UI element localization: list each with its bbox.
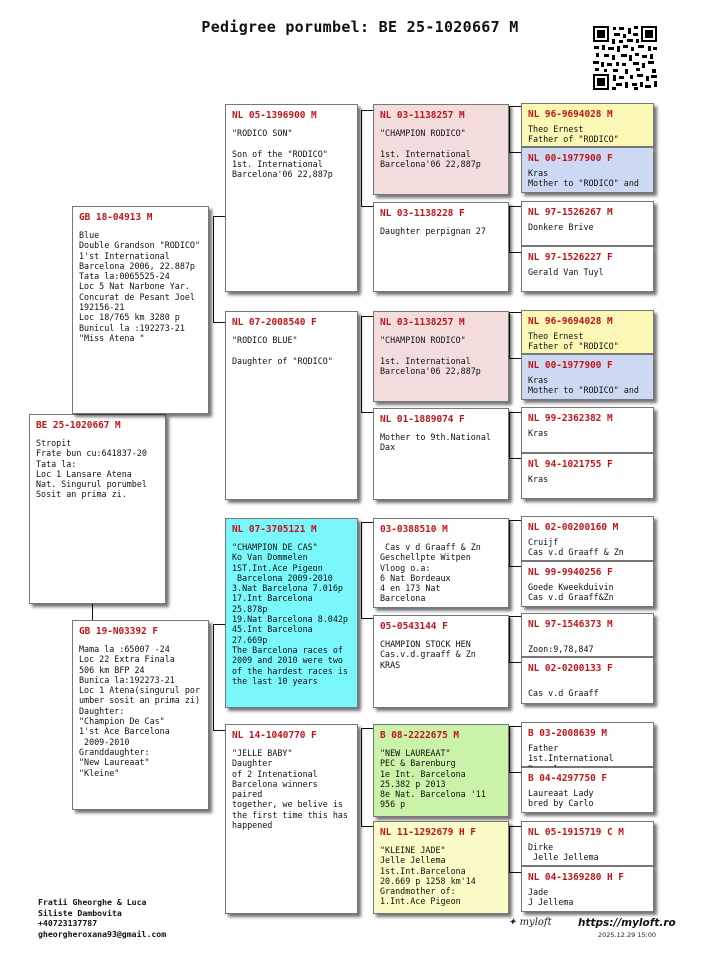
pigeon-card-dam-sire[interactable] [225, 518, 358, 708]
pigeon-card-gen5-16[interactable] [521, 866, 654, 912]
pigeon-notes: Goede Kweekduivin Cas v.d Graaff&Zn [528, 582, 614, 603]
ring-number: NL 14-1040770 F [232, 730, 317, 741]
ring-number: NL 97-1526227 F [528, 252, 613, 263]
pigeon-notes: Cruijf Cas v.d Graaff & Zn [528, 537, 624, 558]
pigeon-notes: Laureaat Lady bred by Carlo [528, 788, 594, 809]
pigeon-card-gen4-3[interactable] [373, 311, 509, 402]
pigeon-notes: Donkere Brive [528, 222, 594, 232]
pigeon-card-gen5-5[interactable] [521, 310, 654, 354]
ring-number: GB 19-N03392 F [79, 626, 159, 637]
myloft-logo [508, 917, 552, 928]
pigeon-card-gen5-4[interactable] [521, 246, 654, 292]
ring-number: NL 96-9694028 M [528, 316, 613, 327]
pigeon-notes: Zoon:9,78,847 [528, 644, 594, 655]
ring-number: NL 02-00200160 M [528, 522, 619, 533]
ring-number: NL 03-1138228 F [380, 208, 465, 219]
pigeon-notes: Kras Mother to "RODICO" and [528, 168, 639, 189]
ring-number: NL 02-0200133 F [528, 663, 613, 674]
pigeon-card-gen5-8[interactable] [521, 453, 654, 499]
pigeon-card-gen5-15[interactable] [521, 821, 654, 866]
pigeon-card-gen4-5[interactable] [373, 518, 509, 608]
pigeon-card-gen5-7[interactable] [521, 407, 654, 453]
pigeon-card-gen5-10[interactable] [521, 561, 654, 607]
ring-number: NL 05-1915719 C M [528, 827, 624, 838]
pigeon-card-gen5-11[interactable] [521, 613, 654, 657]
ring-number: B 08-2222675 M [380, 730, 460, 741]
pigeon-icon: ✦ [508, 917, 517, 928]
pigeon-notes: Kras Mother to "RODICO" and [528, 375, 639, 396]
pigeon-card-dam[interactable] [72, 620, 209, 810]
pigeon-notes: "CHAMPION RODICO" 1st. International Barcelona'06 22,887p [380, 128, 481, 169]
pigeon-notes: Dirke Jelle Jellema [528, 842, 599, 863]
pigeon-notes: Gerald Van Tuyl [528, 267, 604, 277]
timestamp: 2025.12.29 15:00 [598, 931, 657, 939]
ring-number: 03-0388510 M [380, 524, 448, 535]
ring-number: NL 99-9940256 F [528, 567, 613, 578]
pigeon-notes: "KLEINE JADE" Jelle Jellema 1st.Int.Barcelona 20.669 p 1258 km'14 Grandmother of: 1.Int.Ace Pigeon [380, 845, 476, 907]
breeder-contact: Fratii Gheorghe & Luca Siliste Dambovita +40723137787 gheorgheroxana93@gmail.com [38, 897, 167, 939]
ring-number: NL 07-2008540 F [232, 317, 317, 328]
ring-number: NL 11-1292679 H F [380, 827, 476, 838]
ring-number: NL 97-1526267 M [528, 207, 613, 218]
pigeon-notes: "RODICO BLUE" Daughter of "RODICO" [232, 335, 333, 366]
pigeon-card-gen4-2[interactable] [373, 202, 509, 292]
pigeon-card-sire-dam[interactable] [225, 311, 358, 500]
pigeon-notes: Father 1st.International [528, 743, 614, 764]
ring-number: NL 99-2362382 M [528, 413, 613, 424]
pigeon-card-subject[interactable] [29, 414, 166, 604]
pigeon-notes: Stropit Frate bun cu:641837-20 Tata la: Loc 1 Lansare Atena Nat. Singurul porumbel Sosit an prima zi. [36, 438, 147, 500]
pigeon-notes: Kras [528, 474, 549, 484]
website-link[interactable]: https://myloft.ro [578, 917, 676, 929]
pigeon-notes: "CHAMPION DE CAS" Ko Van Dommelen 1ST.Int.Ace Pigeon Barcelona 2009-2010 3.Nat Barcelona 7.016p 17.Int Barcelona 25.878p 19.Nat Barcelona 8.042p 45.Int Barcelona 27.669p The Barcelona races of 2009 and 2010 were two of the hardest races is the last 10 years [232, 542, 348, 686]
ring-number: NL 00-1977900 F [528, 153, 613, 164]
pigeon-card-gen5-1[interactable] [521, 103, 654, 147]
ring-number: NL 97-1546373 M [528, 619, 613, 630]
pigeon-notes: Cas v d Graaff & Zn Geschellpte Witpen Vloog o.a: 6 Nat Bordeaux 4 en 173 Nat Barcelona [380, 542, 481, 604]
pigeon-card-gen4-8[interactable] [373, 821, 509, 914]
pigeon-notes: Daughter perpignan 27 [380, 226, 486, 236]
pigeon-card-sire[interactable] [72, 206, 209, 414]
ring-number: NL 04-1369280 H F [528, 872, 624, 883]
pigeon-card-sire-sire[interactable] [225, 104, 358, 292]
pigeon-card-gen4-6[interactable] [373, 615, 509, 708]
pigeon-card-gen5-9[interactable] [521, 516, 654, 561]
pigeon-card-gen5-14[interactable] [521, 767, 654, 813]
ring-number: GB 18-04913 M [79, 212, 153, 223]
pigeon-card-gen4-4[interactable] [373, 408, 509, 500]
ring-number: NL 07-3705121 M [232, 524, 317, 535]
ring-number: NL 00-1977900 F [528, 360, 613, 371]
ring-number: NL 96-9694028 M [528, 109, 613, 120]
ring-number: BE 25-1020667 M [36, 420, 121, 431]
pigeon-card-gen5-6[interactable] [521, 354, 654, 400]
ring-number: NL 03-1138257 M [380, 110, 465, 121]
pigeon-card-gen4-7[interactable] [373, 724, 509, 817]
pigeon-notes: Blue Double Grandson "RODICO" 1'st International Barcelona 2006, 22.887p Tata la:0065525-24 Loc 5 Nat Narbone Yar. Concurat de Pesant Joel 192156-21 Loc 18/765 km 3280 p Bunicul la :192273-21 "Miss Atena " [79, 230, 201, 343]
pigeon-card-gen5-2[interactable] [521, 147, 654, 193]
ring-number: NL 01-1889074 F [380, 414, 465, 425]
ring-number: 05-0543144 F [380, 621, 448, 632]
pigeon-notes: Theo Ernest Father of "RODICO" [528, 331, 619, 352]
qr-code [592, 25, 658, 91]
pigeon-notes: "NEW LAUREAAT" PEC & Barenburg 1e Int. Barcelona 25.382 p 2013 8e Nat. Barcelona '11 956 p [380, 748, 486, 810]
pigeon-card-gen5-12[interactable] [521, 657, 654, 704]
pigeon-card-gen4-1[interactable] [373, 104, 509, 195]
pigeon-notes: Theo Ernest Father of "RODICO" [528, 124, 619, 145]
pigeon-notes: Mother to 9th.National Dax [380, 432, 491, 453]
pigeon-notes: "CHAMPION RODICO" 1st. International Barcelona'06 22,887p [380, 335, 481, 376]
pigeon-notes: Kras [528, 428, 549, 438]
ring-number: B 03-2008639 M [528, 728, 608, 739]
pigeon-card-gen5-3[interactable] [521, 201, 654, 246]
ring-number: NL 03-1138257 M [380, 317, 465, 328]
ring-number: B 04-4297750 F [528, 773, 608, 784]
pigeon-card-dam-dam[interactable] [225, 724, 358, 914]
pigeon-notes: Jade J Jellema [528, 887, 574, 908]
pigeon-notes: "JELLE BABY" Daughter of 2 Intenational Barcelona winners paired together, we belive is the first time this has happened [232, 748, 348, 831]
pigeon-notes: Mama la :65007 -24 Loc 22 Extra Finala 506 km BFP 24 Bunica la:192273-21 Loc 1 Atena(singurul por umber sosit an prima zi) Daughter: "Champion De Cas" 1'st Ace Barcelona 2009-2010 Granddaughter: "New Laureaat" "Kleine" [79, 644, 201, 778]
page-title: Pedigree porumbel: BE 25-1020667 M [201, 18, 519, 36]
logo-text: myloft [519, 917, 552, 928]
ring-number: NL 05-1396900 M [232, 110, 317, 121]
pigeon-notes: "RODICO SON" Son of the "RODICO" 1st. International Barcelona'06 22,887p [232, 128, 333, 180]
pigeon-card-gen5-13[interactable] [521, 722, 654, 767]
pigeon-notes: Cas v.d Graaff [528, 688, 599, 699]
pigeon-notes: CHAMPION STOCK HEN Cas.v.d.graaff & Zn KRAS [380, 639, 476, 670]
ring-number: Nl 94-1021755 F [528, 459, 613, 470]
